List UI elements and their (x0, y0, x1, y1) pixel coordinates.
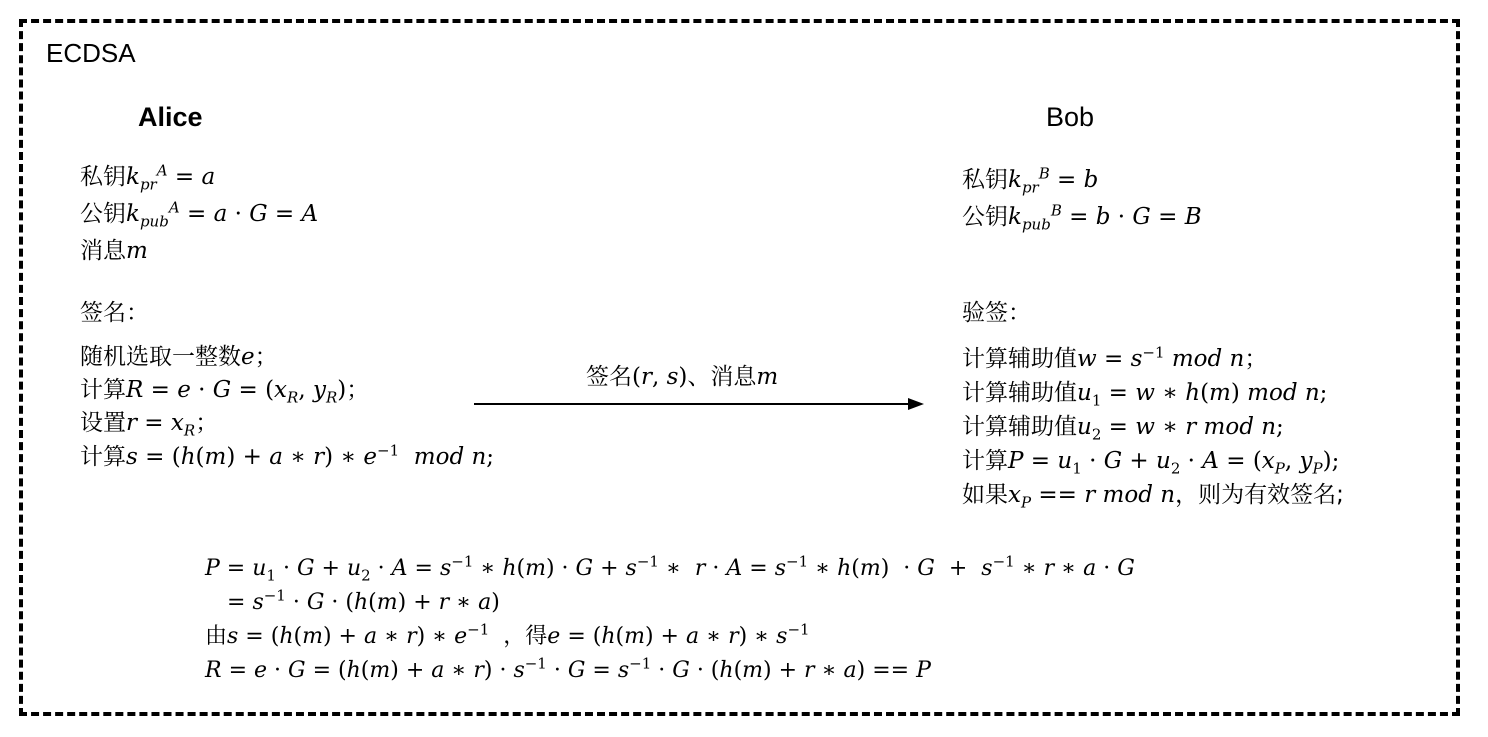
alice-public-key: 公钥$k_{pub}^A = a \cdot G = A$ (80, 198, 319, 231)
verify-step-3: 计算辅助值$u_2 = w$ ∗ r mod n; (962, 414, 1284, 444)
bob-private-key: 私钥$k_{pr}^B = b$ (962, 164, 1099, 197)
sign-step-1: 随机选取一整数e； (80, 344, 278, 370)
verify-step-2: 计算辅助值$u_1 = w$ ∗ h(m) mod n; (962, 380, 1328, 410)
verify-header: 验签： (962, 300, 1031, 326)
sign-header: 签名： (80, 300, 149, 326)
bob-name: Bob (1046, 102, 1095, 132)
arrow-label: 签名(r, s)、消息m (586, 364, 779, 390)
diagram-title: ECDSA (46, 38, 136, 68)
verify-step-1: 计算辅助值$w = s^{-1}$ mod n； (962, 343, 1268, 372)
arrow-right-icon (474, 396, 924, 412)
verify-step-4: 计算$P = u_1 \cdot G + u_2 \cdot A = (x_P$, $y_P$); (962, 448, 1340, 478)
alice-private-key: 私钥$k_{pr}^A = a$ (80, 161, 216, 194)
sign-step-4: 计算s = (h(m) + a ∗ r) ∗ $e^{-1}$ mod n; (80, 441, 495, 470)
sign-step-2: 计算$R = e \cdot G = (x_R$, $y_R$)； (80, 377, 370, 407)
verify-step-5: 如果$x_P == r$ mod n，则为有效签名; (962, 482, 1344, 512)
sign-step-3: 设置$r = x_R$； (80, 410, 219, 440)
alice-message: 消息m (80, 238, 148, 264)
derivation-line-1: $P = u_1 \cdot G + u_2 \cdot A = s^{-1}$ ∗ $h(m) \cdot G + s^{-1}$ ∗ $r \cdot A = s^{-1}$ ∗ $h(m) \cdot G + s^{-1}$ ∗ r ∗ a · G (205, 552, 1135, 585)
alice-name: Alice (138, 102, 203, 132)
derivation-line-4: R = e · G = (h(m) + a ∗ $r) \cdot s^{-1} \cdot G = s^{-1} \cdot G \cdot (h(m) + r$ ∗ a) == P (205, 654, 931, 683)
bob-public-key: 公钥$k_{pub}^B = b \cdot G = B$ (962, 201, 1202, 234)
derivation-line-2: = $s^{-1} \cdot G \cdot (h(m) + r$ ∗ a) (227, 586, 500, 615)
derivation-line-3: 由s = (h(m) + a ∗ r) ∗ $e^{-1}$ ，得e = (h(m) + a ∗ r) ∗ $s^{-1}$ (205, 620, 810, 649)
